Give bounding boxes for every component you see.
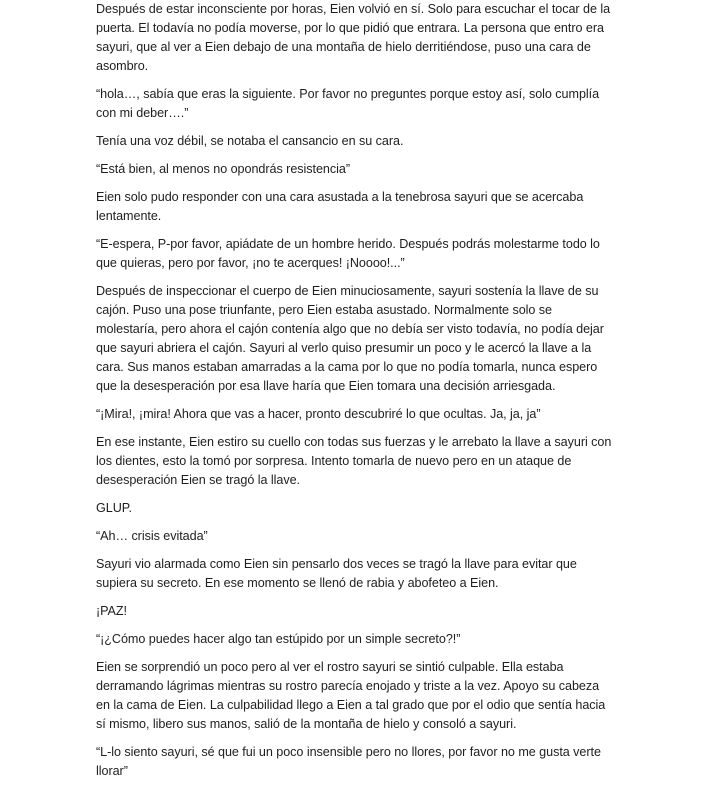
paragraph-1: Después de estar inconsciente por horas, Eien volvió en sí. Solo para escuchar el tocar de la puerta. El todavía no podía moverse, por lo que pidió que entrara. La persona que entro era sayuri, que al ver a Eien debajo de una montaña de hielo derritiéndose, puso una cara de asombro. [96, 2, 611, 73]
paragraph-9: En ese instante, Eien estiro su cuello con todas sus fuerzas y le arrebato la llave a sayuri con los dientes, esto la tomó por sorpresa. Intento tomarla de nuevo pero en un ataque de desesperación Eien se tragó la llave. [96, 435, 612, 487]
paragraph-13: ¡PAZ! [96, 604, 128, 618]
paragraph-7: Después de inspeccionar el cuerpo de Eien minuciosamente, sayuri sostenía la llave de su cajón. Puso una pose triunfante, pero Eien estaba asustado. Normalmente solo se molestaría, pero ahora el cajón contenía algo que no debía ser visto todavía, no podía dejar que sayuri abriera el cajón. Sayuri al verlo quiso presumir un poco y le acercó la llave a la cara. Sus manos estaban amarradas a la cama por lo que no podía tomarla, nunca espero que la desesperación por esa llave haría que Eien tomara una decisión arriesgada. [96, 284, 604, 393]
document-page [96, 0, 616, 790]
paragraph-8: “¡Mira!, ¡mira! Ahora que vas a hacer, pronto descubriré lo que ocultas. Ja, ja, ja” [96, 407, 541, 421]
paragraph-10: GLUP. [96, 501, 132, 515]
paragraph-2: “hola…, sabía que eras la siguiente. Por favor no preguntes porque estoy así, solo cumplía con mi deber….” [96, 87, 600, 120]
paragraph-11: “Ah… crisis evitada” [96, 529, 208, 543]
paragraph-3: Tenía una voz débil, se notaba el cansancio en su cara. [96, 134, 404, 148]
paragraph-6: “E-espera, P-por favor, apiádate de un hombre herido. Después podrás molestarme todo lo que quieras, pero por favor, ¡no te acerques! ¡Noooo!...” [96, 237, 600, 270]
paragraph-4: “Está bien, al menos no opondrás resistencia” [96, 162, 350, 176]
paragraph-16: “L-lo siento sayuri, sé que fui un poco insensible pero no llores, por favor no me gusta verte llorar” [96, 745, 601, 778]
paragraph-12: Sayuri vio alarmada como Eien sin pensarlo dos veces se tragó la llave para evitar que supiera su secreto. En ese momento se llenó de rabia y abofeteo a Eien. [96, 557, 577, 590]
paragraph-14: “¡¿Cómo puedes hacer algo tan estúpido por un simple secreto?!” [96, 632, 461, 646]
paragraph-5: Eien solo pudo responder con una cara asustada a la tenebrosa sayuri que se acercaba lentamente. [96, 190, 584, 223]
paragraph-15: Eien se sorprendió un poco pero al ver el rostro sayuri se sintió culpable. Ella estaba derramando lágrimas mientras su rostro parecía enojado y triste a la vez. Apoyo su cabeza en la cama de Eien. La culpabilidad llego a Eien a tal grado que por el odio que sentía hacia sí mismo, libero sus manos, salió de la montaña de hielo y consoló a sayuri. [96, 660, 606, 731]
